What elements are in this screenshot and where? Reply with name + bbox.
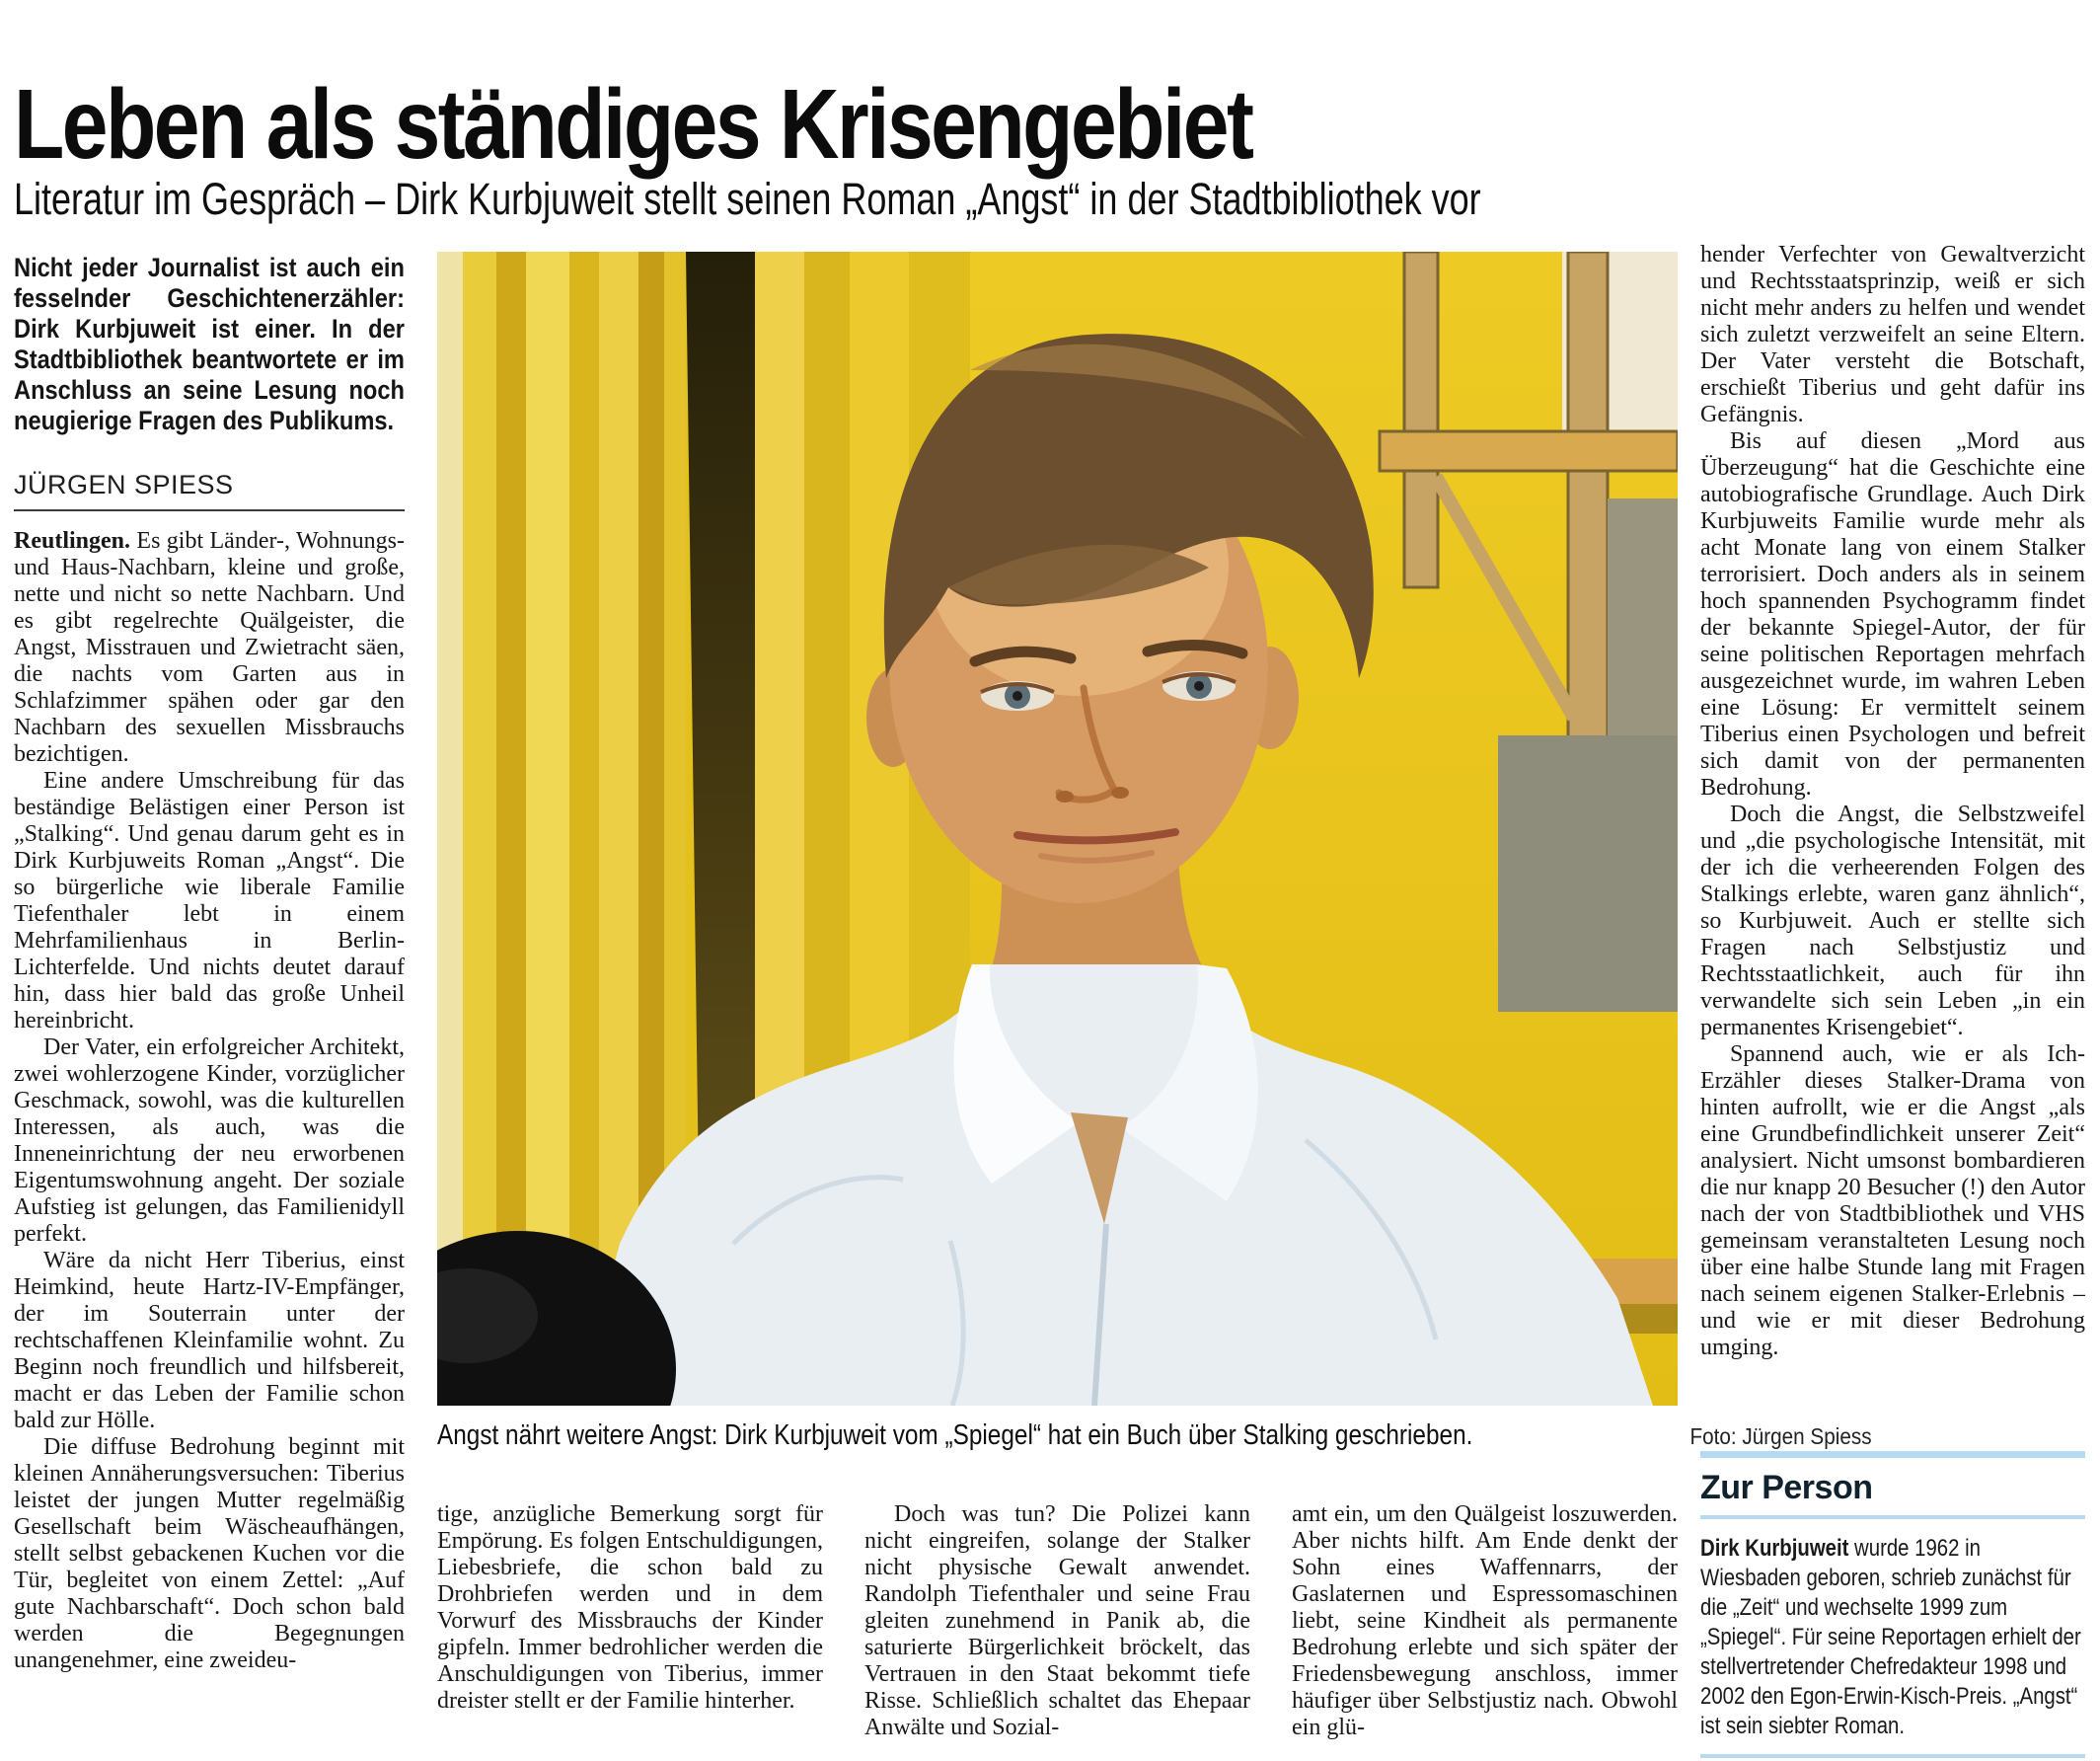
person-name: Dirk Kurbjuweit — [1700, 1535, 1849, 1562]
person-info-box — [1700, 1451, 2085, 1758]
article-paragraph: amt ein, um den Quälgeist loszuwerden. Aber nichts hilft. Am Ende denkt der Sohn eines Waffennarrs, der Gaslaternen und Espressomaschinen liebt, seine Kindheit als permanente Bedrohung erlebte und sich später der Friedensbewegung anschloss, immer häufiger über Selbstjustiz nach. Obwohl ein glü- — [1292, 1501, 1678, 1740]
person-box-rule-bottom — [1700, 1754, 2085, 1758]
article-paragraph: Eine andere Umschreibung für das beständige Belästigen einer Person ist „Stalking“. Und genau darum geht es in Dirk Kurbjuweits Roman „Angst“. Die so bürgerliche wie liberale Familie Tiefenthaler lebt in einem Mehrfamilienhaus in Berlin-Lichterfelde. Und nichts deutet darauf hin, dass hier bald das große Unheil hereinbricht. — [14, 768, 405, 1034]
photo-caption-row — [437, 1419, 1872, 1452]
left-column-body — [14, 528, 405, 1674]
photo-figure — [437, 252, 1678, 1406]
person-box-title: Zur Person — [1700, 1469, 1873, 1506]
bottom-column-2 — [864, 1501, 1250, 1758]
byline: JÜRGEN SPIESS — [14, 470, 234, 499]
article-photo — [437, 252, 1678, 1406]
article-paragraph: hender Verfechter von Gewaltverzicht und Rechtsstaatsprinzip, weiß er sich nicht mehr anders zu helfen und wendet sich zuletzt verzweifelt an seine Eltern. Der Vater versteht die Botschaft, erschießt Tiberius und geht dafür ins Gefängnis. — [1700, 242, 2085, 427]
photo-caption: Angst nährt weitere Angst: Dirk Kurbjuweit vom „Spiegel“ hat ein Buch über Stalking geschrieben. — [437, 1419, 1473, 1451]
right-column — [1700, 242, 2085, 1426]
subheadline: Literatur im Gespräch – Dirk Kurbjuweit stellt seinen Roman „Angst“ in der Stadtbibliothek vor — [14, 174, 1481, 225]
article-paragraph: tige, anzügliche Bemerkung sorgt für Empörung. Es folgen Entschuldigungen, Liebesbriefe, die schon bald zu Drohbriefen werden und in dem Vorwurf des Missbrauchs der Kinder gipfeln. Immer bedrohlicher werden die Anschuldigungen von Tiberius, immer dreister stellt er der Familie hinterher. — [437, 1501, 823, 1714]
article-paragraph: Spannend auch, wie er als Ich-Erzähler dieses Stalker-Drama von hinten aufrollt, wie er die Angst „als eine Grundbefindlichkeit unserer Zeit“ analysiert. Nicht umsonst bombardieren die nur knapp 20 Besucher (!) den Autor nach der von Stadtbibliothek und VHS gemeinsam veranstalteten Lesung noch über eine halbe Stunde lang mit Fragen nach seinem eigenen Stalker-Erlebnis – und wie er mit dieser Bedrohung umging. — [1700, 1041, 2085, 1360]
photo-credit: Foto: Jürgen Spiess — [1689, 1423, 1872, 1449]
person-box-rule-top — [1700, 1451, 2085, 1458]
byline-rule — [14, 509, 405, 511]
article-paragraph: Die diffuse Bedrohung beginnt mit kleinen Annäherungsversuchen: Tiberius leistet der jungen Mutter regelmäßig Gesellschaft beim Wäscheaufhängen, stellt selbst gebackenen Kuchen vor die Tür, begleitet von einem Zettel: „Auf gute Nachbarschaft“. Doch schon bald werden die Begegnungen unangenehmer, eine zweideu- — [14, 1434, 405, 1673]
article-paragraph: Der Vater, ein erfolgreicher Architekt, zwei wohlerzogene Kinder, vorzüglicher Geschmack, sowohl, was die kulturellen Interessen, als auch, was die Inneneinrichtung der neu erworbenen Eigentumswohnung angeht. Der soziale Aufstieg ist gelungen, das Familienidyll perfekt. — [14, 1034, 405, 1247]
person-bio: wurde 1962 in Wiesbaden geboren, schrieb zunächst für die „Zeit“ und wechselte 1999 zum „Spiegel“. Für seine Reportagen erhielt der stellvertretender Chefredakteur 1998 und 2002 den Egon-Erwin-Kisch-Preis. „Angst“ ist sein siebter Roman. — [1700, 1535, 2081, 1739]
article-paragraph — [14, 528, 405, 768]
article-paragraph: Bis auf diesen „Mord aus Überzeugung“ hat die Geschichte eine autobiografische Grundlage. Auch Dirk Kurbjuweits Familie wurde mehr als acht Monate lang von einem Stalker terrorisiert. Doch anders als in seinem hoch spannenden Psychogramm findet der bekannte Spiegel-Autor, der für seine politischen Reportagen mehrfach ausgezeichnet wurde, im wahren Leben eine Lösung: Er vermittelt seinem Tiberius einen Psychologen und befreit sich damit von der permanenten Bedrohung. — [1700, 428, 2085, 801]
dateline: Reutlingen. — [14, 528, 131, 554]
page-title: Leben als ständiges Krisengebiet — [14, 69, 1252, 180]
bottom-column-1 — [437, 1501, 823, 1758]
bottom-column-3 — [1292, 1501, 1678, 1758]
article-paragraph: Wäre da nicht Herr Tiberius, einst Heimkind, heute Hartz-IV-Empfänger, der im Souterrain unter der rechtschaffenen Kleinfamilie wohnt. Zu Beginn noch freundlich und hilfsbereit, macht er das Leben der Familie schon bald zur Hölle. — [14, 1248, 405, 1433]
person-box-rule-mid — [1700, 1515, 2085, 1519]
left-column — [14, 253, 405, 1674]
article-paragraph: Doch die Angst, die Selbstzweifel und „die psychologische Intensität, mit der ich die verheerenden Folgen des Stalkings erlebte, waren ganz ähnlich“, so Kurbjuweit. Auch er stellte sich Fragen nach Selbstjustiz und Rechtsstaatlichkeit, auch für ihn verwandelte sich sein Leben „in ein permanentes Krisengebiet“. — [1700, 802, 2085, 1040]
article-paragraph: Doch was tun? Die Polizei kann nicht eingreifen, solange der Stalker nicht physische Gewalt anwendet. Randolph Tiefenthaler und seine Frau gleiten zunehmend in Panik ab, die saturierte Bürgerlichkeit bröckelt, das Vertrauen in den Staat bekommt tiefe Risse. Schließlich schaltet das Ehepaar Anwälte und Sozial- — [864, 1501, 1250, 1740]
lead-paragraph: Nicht jeder Journalist ist auch ein fesselnder Geschichtenerzähler: Dirk Kurbjuweit ist einer. In der Stadtbibliothek beantwortete er im Anschluss an seine Lesung noch neugierige Fragen des Publikums. — [14, 253, 405, 435]
paragraph-text: Es gibt Länder-, Wohnungs- und Haus-Nachbarn, kleine und große, nette und nicht so nette Nachbarn. Und es gibt regelrechte Quälgeister, die Angst, Misstrauen und Zwietracht säen, die nachts vom Garten aus in Schlafzimmer spähen oder gar den Nachbarn des sexuellen Missbrauchs bezichtigen. — [14, 528, 405, 767]
person-box-text — [1700, 1534, 2085, 1741]
